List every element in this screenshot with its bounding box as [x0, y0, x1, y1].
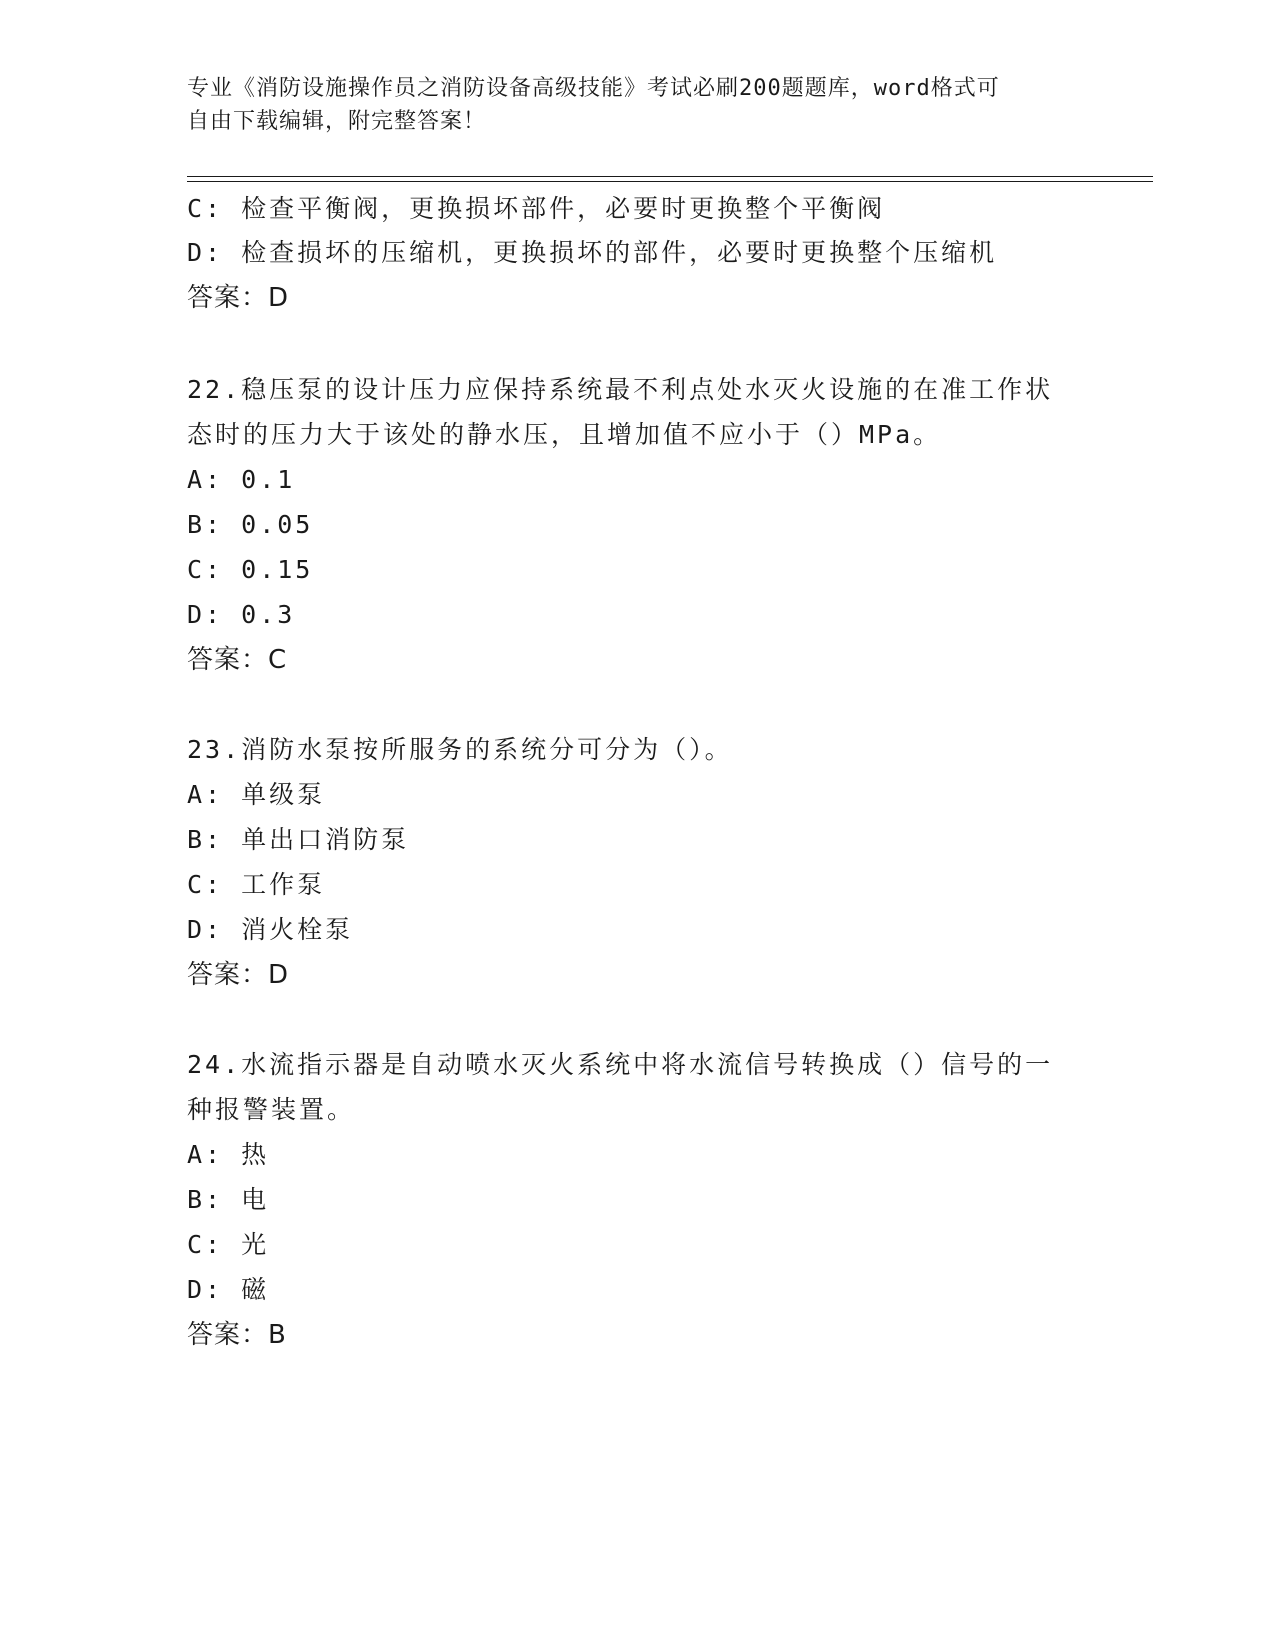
q24-option-d: D: 磁 [187, 1275, 270, 1304]
q22-option-b: B: 0.05 [187, 510, 314, 539]
q24-option-a: A: 热 [187, 1140, 270, 1169]
header-line-1: 专业《消防设施操作员之消防设备高级技能》考试必刷200题题库，word格式可 [187, 76, 1000, 101]
header-line-2: 自由下载编辑，附完整答案！ [187, 109, 487, 134]
q23-option-d: D: 消火栓泵 [187, 915, 354, 944]
q22-stem-line-1: 22.稳压泵的设计压力应保持系统最不利点处水灭火设施的在准工作状 [187, 375, 1054, 404]
q22-answer: 答案：C [187, 645, 288, 675]
q24-option-c: C: 光 [187, 1230, 270, 1259]
q24-stem-line-1: 24.水流指示器是自动喷水灭火系统中将水流信号转换成（）信号的一 [187, 1050, 1054, 1079]
q22-stem-line-2: 态时的压力大于该处的静水压，且增加值不应小于（）MPa。 [187, 420, 942, 449]
q23-answer: 答案：D [187, 960, 290, 990]
q24-stem-line-2: 种报警装置。 [187, 1095, 356, 1124]
q21-answer: 答案：D [187, 283, 290, 313]
q21-option-d: D: 检查损坏的压缩机，更换损坏的部件，必要时更换整个压缩机 [187, 238, 998, 267]
q23-option-a: A: 单级泵 [187, 780, 326, 809]
q24-answer: 答案：B [187, 1320, 287, 1350]
q23-option-b: B: 单出口消防泵 [187, 825, 410, 854]
header-divider-top [187, 176, 1153, 177]
q23-option-c: C: 工作泵 [187, 870, 326, 899]
q22-option-d: D: 0.3 [187, 600, 296, 629]
q23-stem-line-1: 23.消防水泵按所服务的系统分可分为（）。 [187, 735, 733, 764]
q22-option-c: C: 0.15 [187, 555, 314, 584]
header-divider-bottom [187, 181, 1153, 182]
q22-option-a: A: 0.1 [187, 465, 296, 494]
q21-option-c: C: 检查平衡阀，更换损坏部件，必要时更换整个平衡阀 [187, 194, 886, 223]
document-header [187, 72, 1067, 138]
q24-option-b: B: 电 [187, 1185, 270, 1214]
